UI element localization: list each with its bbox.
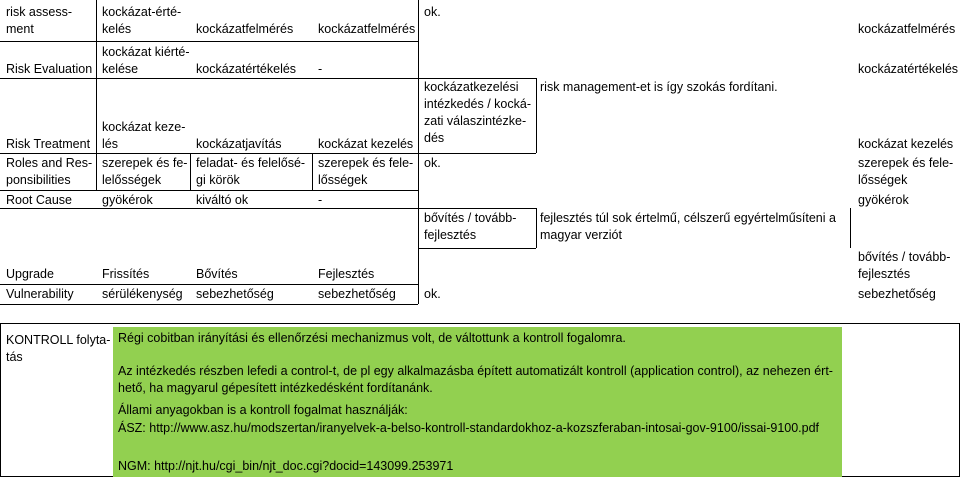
r2-term: Risk Evaluation xyxy=(6,62,93,76)
r3-term: Risk Treatment xyxy=(6,137,91,151)
r7-c2: sérülékenység xyxy=(102,287,183,301)
r4-c2-line2: lelősségek xyxy=(102,173,162,187)
r6-c6-line2: magyar verziót xyxy=(540,228,622,242)
row-divider xyxy=(0,304,418,305)
r3-c8: kockázat kezelés xyxy=(858,137,954,151)
r7-c4: sebezhetőség xyxy=(318,287,396,301)
r1-c4: kockázatfelmérés xyxy=(318,22,416,36)
kontroll-label-line2: tás xyxy=(6,350,23,364)
r4-c8-line2: lősségek xyxy=(858,173,908,187)
kontroll-note-line4: Állami anyagokban is a kontroll fogalmat használják: xyxy=(118,403,408,417)
r5-c2: gyökérok xyxy=(102,193,153,207)
r6-c6-line1: fejlesztés túl sok értelmű, célszerű egyértelműsíteni a xyxy=(540,211,836,225)
r2-c4: - xyxy=(318,62,323,76)
r6-c8-line2: fejlesztés xyxy=(858,267,911,281)
r3-c5-line1: kockázatkezelési xyxy=(424,80,519,94)
r5-term: Root Cause xyxy=(6,193,73,207)
row-divider xyxy=(0,284,418,285)
r6-c8-line1: bővítés / tovább- xyxy=(858,250,951,264)
r4-c8-line1: szerepek és fele- xyxy=(858,156,954,170)
r3-c6: risk management-et is így szokás fordítani. xyxy=(540,80,778,94)
kontroll-note-line1: Régi cobitban irányítási és ellenőrzési mechanizmus volt, de váltottunk a kontroll fogalomra. xyxy=(118,331,626,345)
r6-c3: Bővítés xyxy=(196,267,238,281)
column-divider xyxy=(536,208,537,248)
r5-c3: kiváltó ok xyxy=(196,193,249,207)
row-divider xyxy=(0,208,418,209)
row-divider xyxy=(418,248,536,249)
r3-c5-line2: intézkedés / kocká- xyxy=(424,97,531,111)
r7-c8: sebezhetőség xyxy=(858,287,936,301)
r3-c4: kockázat kezelés xyxy=(318,137,414,151)
r2-c8: kockázatértékelés xyxy=(858,62,959,76)
column-divider xyxy=(96,0,97,190)
r2-c2-line1: kockázat kiérté- xyxy=(102,45,190,59)
kontroll-note-highlight xyxy=(113,327,842,477)
column-divider xyxy=(536,78,537,153)
r1-term-line2: ment xyxy=(6,22,34,36)
r1-term-line1: risk assess- xyxy=(6,5,72,19)
r6-term: Upgrade xyxy=(6,267,54,281)
r6-c2: Frissítés xyxy=(102,267,150,281)
r6-c4: Fejlesztés xyxy=(318,267,375,281)
r1-c3: kockázatfelmérés xyxy=(196,22,294,36)
kontroll-label-line1: KONTROLL folyta- xyxy=(6,333,111,347)
column-divider xyxy=(850,208,851,248)
r4-c3-line1: feladat- és felelősé- xyxy=(196,156,306,170)
r6-c5-line1: bővítés / tovább- xyxy=(424,211,517,225)
row-divider xyxy=(0,190,418,191)
row-divider xyxy=(0,41,418,42)
kontroll-note-url-ngm[interactable]: NGM: http://njt.hu/cgi_bin/njt_doc.cgi?docid=143099.253971 xyxy=(118,459,454,473)
kontroll-note-line3: hető, ha magyarul gépesített intézkedésként fordítanánk. xyxy=(118,381,433,395)
kontroll-note-url-asz[interactable]: ÁSZ: http://www.asz.hu/modszertan/iranyelvek-a-belso-kontroll-standardokhoz-a-kozszferaban-intosai-gov-9100/issai-9100.pdf xyxy=(118,421,820,435)
r4-c4-line1: szerepek és fele- xyxy=(318,156,414,170)
column-divider xyxy=(418,0,419,304)
r4-term-line2: ponsibilities xyxy=(6,173,71,187)
r3-c5-line3: zati válaszintézke- xyxy=(424,114,527,128)
r2-c2-line2: kelése xyxy=(102,62,139,76)
row-divider xyxy=(418,78,536,79)
row-divider xyxy=(0,153,418,154)
row-divider xyxy=(418,208,536,209)
r7-term: Vulnerability xyxy=(6,287,74,301)
r2-c3: kockázatértékelés xyxy=(196,62,297,76)
r7-c3: sebezhetőség xyxy=(196,287,274,301)
r5-c8: gyökérok xyxy=(858,193,909,207)
r1-c8: kockázatfelmérés xyxy=(858,22,956,36)
kontroll-note-line2: Az intézkedés részben lefedi a control-t, de pl egy alkalmazásba épített automatizált kontroll (application control), az nehezen ért- xyxy=(118,364,833,378)
r3-c3: kockázatjavítás xyxy=(196,137,282,151)
r1-c5: ok. xyxy=(424,5,441,19)
r4-c4-line2: lősségek xyxy=(318,173,368,187)
r4-term-line1: Roles and Res- xyxy=(6,156,93,170)
r1-c2-line2: kelés xyxy=(102,22,132,36)
column-divider xyxy=(312,153,313,190)
row-divider xyxy=(0,78,418,79)
r4-c2-line1: szerepek és fe- xyxy=(102,156,188,170)
r3-c2-line1: kockázat keze- xyxy=(102,120,186,134)
r1-c2-line1: kockázat-érté- xyxy=(102,5,182,19)
column-divider xyxy=(190,153,191,190)
r4-c5: ok. xyxy=(424,156,441,170)
r4-c3-line2: gi körök xyxy=(196,173,240,187)
r5-c4: - xyxy=(318,193,323,207)
r7-c5: ok. xyxy=(424,287,441,301)
r6-c5-line2: fejlesztés xyxy=(424,228,477,242)
r3-c2-line2: lés xyxy=(102,137,118,151)
r3-c5-line4: dés xyxy=(424,131,445,145)
row-divider xyxy=(418,153,536,154)
